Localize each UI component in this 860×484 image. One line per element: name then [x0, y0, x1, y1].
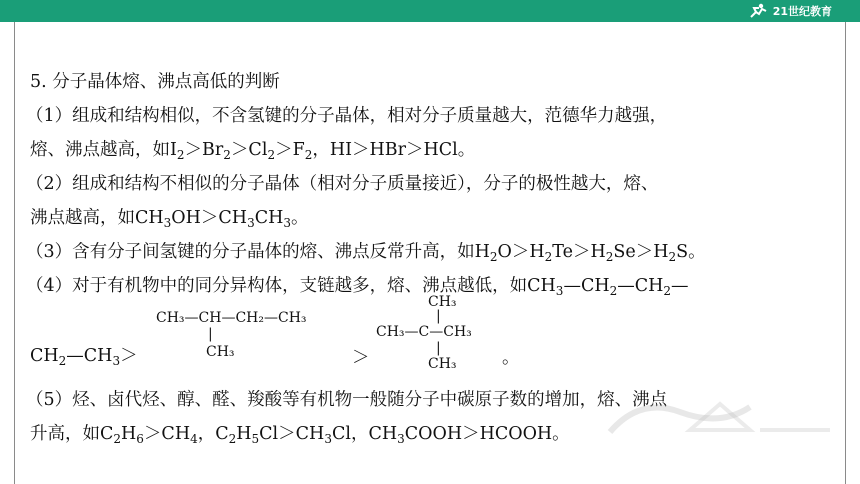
greater-than-symbol: ＞	[352, 348, 370, 368]
paragraph-1-line-1: （1）组成和结构相似，不含氢键的分子晶体，相对分子质量越大，范德华力越强，	[26, 106, 668, 126]
paragraph-3: （3）含有分子间氢键的分子晶体的熔、沸点反常升高，如$H_2O>H_2Te>H_2Se>H_2S$。	[26, 242, 706, 264]
structure-branch: CH₃	[206, 344, 235, 360]
watermark-icon	[600, 392, 840, 442]
paragraph-4-line-2: $CH_2—CH_3>$	[30, 346, 138, 368]
paragraph-5-line-2: 升高，如$C_2H_6>CH_4$，$C_2H_5Cl>CH_3Cl$，$CH_3COOH>HCOOH$。	[30, 424, 570, 446]
paragraph-1-line-2: 熔、沸点越高，如$I_2>Br_2>Cl_2>F_2$，HI＞HBr＞HCl。	[30, 140, 476, 162]
paragraph-4-line-1: （4）对于有机物中的同分异构体，支链越多，熔、沸点越低，如$CH_3—CH_2—CH_2—$	[26, 276, 689, 298]
structure-bond: |	[208, 326, 213, 342]
header-bar	[0, 0, 860, 22]
brand-logo	[747, 2, 832, 20]
logo-text: 21世纪教育	[772, 5, 832, 18]
section-title: 5. 分子晶体熔、沸点高低的判断	[30, 72, 280, 92]
paragraph-2-line-2: 沸点越高，如$CH_3OH>CH_3CH_3$。	[30, 208, 309, 230]
structure-isopentane	[156, 310, 356, 370]
structure-top-group: CH₃	[428, 294, 457, 310]
sentence-period: 。	[502, 348, 520, 368]
structure-bottom-bond: |	[436, 340, 441, 356]
right-border	[845, 22, 846, 484]
runner-icon	[747, 3, 769, 19]
paragraph-2-line-1: （2）组成和结构不相似的分子晶体（相对分子质量接近），分子的极性越大，熔、	[26, 174, 659, 194]
structure-neopentane	[376, 294, 496, 380]
structure-middle-chain: CH₃—C—CH₃	[376, 324, 472, 340]
paragraph-5-line-1: （5）烃、卤代烃、醇、醛、羧酸等有机物一般随分子中碳原子数的增加，熔、沸点	[26, 390, 668, 410]
left-border	[14, 22, 15, 484]
structure-top-bond: |	[436, 308, 441, 324]
structure-bottom-group: CH₃	[428, 356, 457, 372]
watermark-logo	[600, 392, 840, 442]
structure-main-chain: CH₃—CH—CH₂—CH₃	[156, 310, 307, 326]
